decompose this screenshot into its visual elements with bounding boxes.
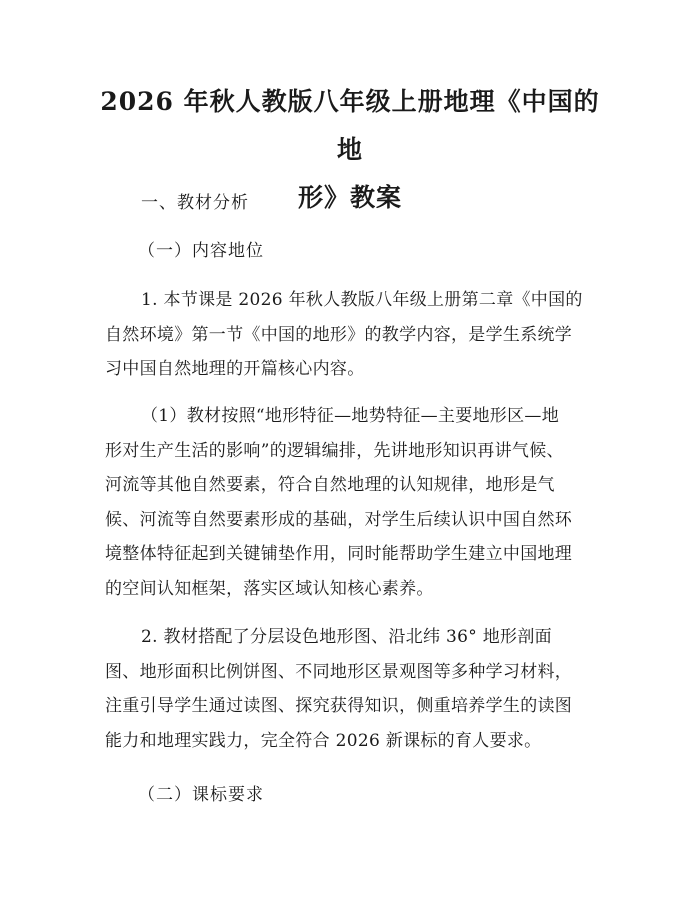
paragraph-1: [105, 283, 605, 387]
paragraph-line: 习中国自然地理的开篇核心内容。: [105, 359, 365, 379]
paragraph-line: 候、河流等自然要素形成的基础，对学生后续认识中国自然环: [105, 509, 573, 530]
paragraph-line: （1）教材按照“地形特征—地势特征—主要地形区—地: [141, 406, 560, 426]
paragraph-line: 能力和地理实践力，完全符合 2026 新课标的育人要求。: [105, 730, 542, 751]
paragraph-line: 河流等其他自然要素，符合自然地理的认知规律，地形是气: [105, 475, 555, 495]
paragraph-line: 自然环境》第一节《中国的地形》的教学内容，是学生系统学: [105, 324, 573, 345]
subheading-content-position: （一）内容地位: [138, 241, 264, 261]
paragraph-3: [105, 620, 605, 758]
paragraph-line: 的空间认知框架，落实区域认知核心素养。: [105, 578, 434, 599]
paragraph-line: 境整体特征起到关键铺垫作用，同时能帮助学生建立中国地理: [105, 544, 573, 564]
paragraph-line: 图、地形面积比例饼图、不同地形区景观图等多种学习材料，: [105, 661, 573, 682]
paragraph-line: 2. 教材搭配了分层设色地形图、沿北纬 36° 地形剖面: [141, 627, 552, 647]
title-line-1: 2026 年秋人教版八年级上册地理《中国的地: [100, 87, 600, 164]
paragraph-line: 注重引导学生通过读图、探究获得知识，侧重培养学生的读图: [105, 696, 573, 716]
subheading-curriculum-requirements: （二）课标要求: [138, 785, 264, 805]
section-heading-textbook-analysis: 一、教材分析: [141, 193, 249, 213]
paragraph-2: [105, 399, 605, 606]
paragraph-line: 形对生产生活的影响”的逻辑编排，先讲地形知识再讲气候、: [105, 440, 564, 461]
title-line-2: 形》教案: [297, 183, 402, 212]
paragraph-line: 1. 本节课是 2026 年秋人教版八年级上册第二章《中国的: [141, 290, 583, 310]
